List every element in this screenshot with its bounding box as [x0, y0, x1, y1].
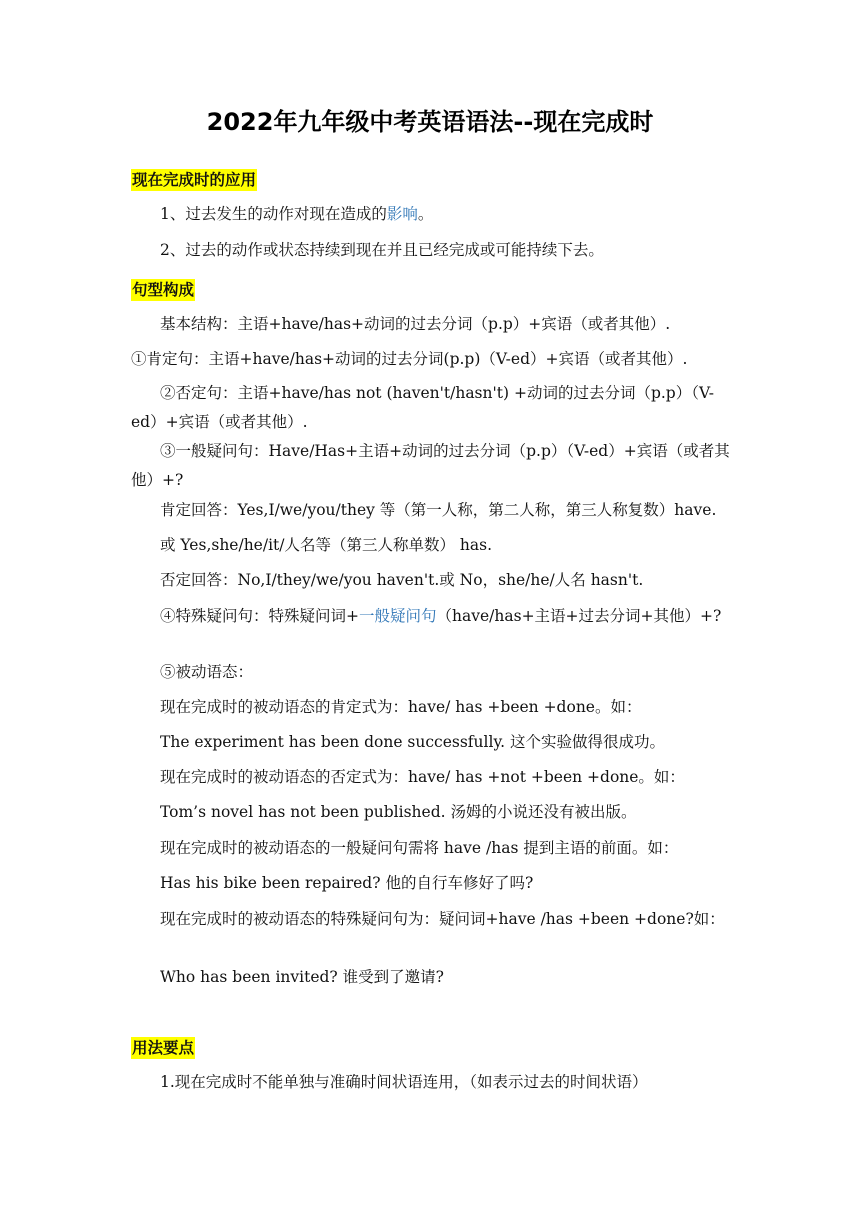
application-item-1: [160, 203, 760, 225]
passive-voice-heading: ⑤被动语态：: [160, 663, 254, 681]
passive-affirmative: 现在完成时的被动语态的肯定式为：have/ has +been +done。如：: [160, 698, 642, 716]
negative-sentence: ②否定句：主语+have/has not (haven't/hasn't) +动词的过去分词（p.p）（V-ed）+宾语（或者其他）.: [131, 384, 714, 431]
special-question: [131, 602, 731, 631]
influence-link[interactable]: 影响: [386, 205, 418, 223]
section-heading-structure: 句型构成: [132, 281, 195, 299]
section-heading-application: 现在完成时的应用: [132, 171, 257, 189]
general-question: ③一般疑问句：Have/Has+主语+动词的过去分词（p.p）（V-ed）+宾语（或者其他）+?: [131, 442, 730, 489]
page-title: 2022年九年级中考英语语法--现在完成时: [206, 108, 654, 136]
example-sentence-2: Tom’s novel has not been published. 汤姆的小说还没有被出版。: [160, 803, 637, 821]
negative-answer: 否定回答：No,I/they/we/you haven't.或 No，she/he/人名 hasn't.: [160, 571, 644, 589]
application-item-1-text: 1、过去发生的动作对现在造成的: [160, 205, 387, 223]
passive-general-question: 现在完成时的被动语态的一般疑问句需将 have /has 提到主语的前面。如：: [160, 839, 679, 857]
example-sentence-1: The experiment has been done successfully. 这个实验做得很成功。: [160, 733, 665, 751]
general-question-link[interactable]: 一般疑问句: [359, 607, 437, 625]
special-question-rest: （have/has+主语+过去分词+其他）+?: [436, 607, 722, 625]
usage-item-1: 1.现在完成时不能单独与准确时间状语连用，（如表示过去的时间状语）: [160, 1073, 648, 1091]
affirmative-sentence: ①肯定句：主语+have/has+动词的过去分词(p.p)（V-ed）+宾语（或者其他）.: [131, 350, 688, 368]
example-sentence-4: Who has been invited? 谁受到了邀请?: [160, 968, 444, 986]
passive-negative: 现在完成时的被动语态的否定式为：have/ has +not +been +done。如：: [160, 768, 685, 786]
application-item-2: 2、过去的动作或状态持续到现在并且已经完成或可能持续下去。: [160, 241, 604, 259]
application-item-1-end: 。: [417, 205, 434, 223]
example-sentence-3: Has his bike been repaired? 他的自行车修好了吗?: [160, 874, 534, 892]
special-question-text: ④特殊疑问句：特殊疑问词+: [160, 607, 359, 625]
affirmative-answer-2: 或 Yes,she/he/it/人名等（第三人称单数） has.: [160, 536, 493, 554]
affirmative-answer-1: 肯定回答：Yes,I/we/you/they 等（第一人称，第二人称，第三人称复数）have.: [160, 501, 717, 519]
passive-special-question: 现在完成时的被动语态的特殊疑问句为：疑问词+have /has +been +done?如：: [160, 910, 725, 928]
basic-structure: 基本结构：主语+have/has+动词的过去分词（p.p）+宾语（或者其他）.: [160, 315, 671, 333]
section-heading-usage: 用法要点: [132, 1039, 195, 1057]
